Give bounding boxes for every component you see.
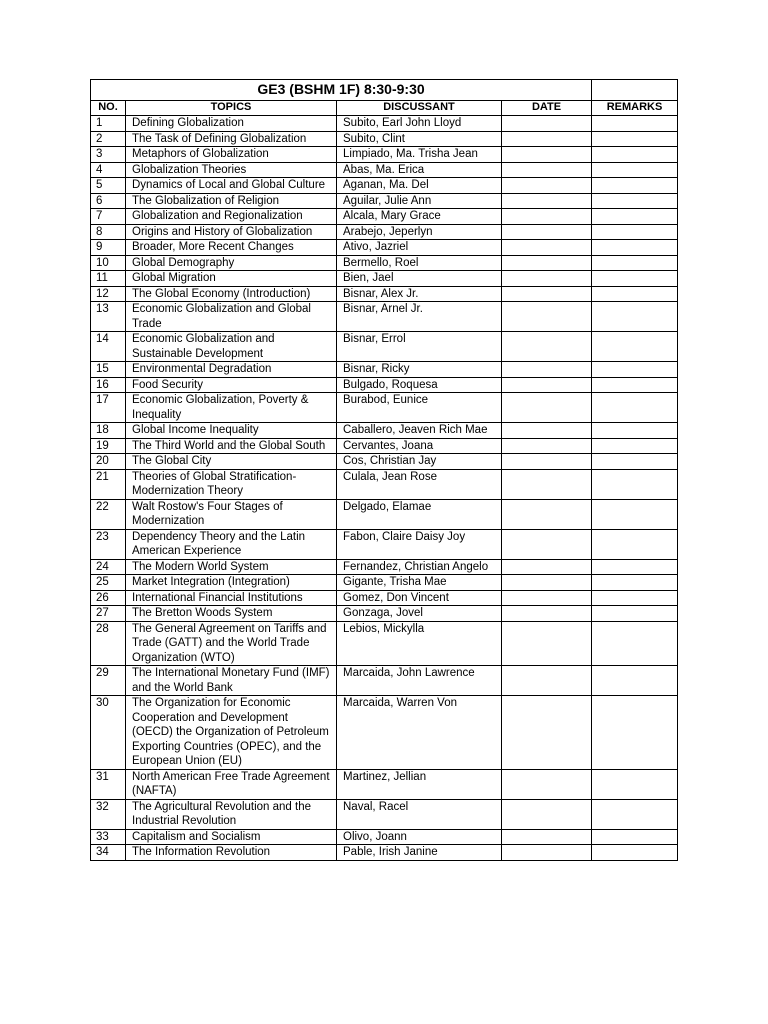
topic-cell: The Bretton Woods System xyxy=(126,606,337,622)
topic-cell: Metaphors of Globalization xyxy=(126,147,337,163)
discussant-cell: Aganan, Ma. Del xyxy=(337,178,502,194)
topic-cell: The Modern World System xyxy=(126,559,337,575)
table-row xyxy=(91,696,678,770)
table-row xyxy=(91,255,678,271)
topic-cell: Dependency Theory and the Latin American Experience xyxy=(126,529,337,559)
no-cell: 7 xyxy=(91,209,126,225)
discussant-cell: Bisnar, Alex Jr. xyxy=(337,286,502,302)
table-row xyxy=(91,178,678,194)
topic-cell: Economic Globalization, Poverty & Inequality xyxy=(126,393,337,423)
table-row xyxy=(91,769,678,799)
discussant-cell: Bisnar, Ricky xyxy=(337,362,502,378)
date-cell xyxy=(502,438,592,454)
topic-cell: Defining Globalization xyxy=(126,116,337,132)
remarks-cell xyxy=(592,286,678,302)
remarks-cell xyxy=(592,240,678,256)
header-discussant: DISCUSSANT xyxy=(337,101,502,116)
remarks-cell xyxy=(592,255,678,271)
discussant-cell: Ativo, Jazriel xyxy=(337,240,502,256)
topic-cell: The Organization for Economic Cooperation and Development (OECD) the Organization of Petroleum Exporting Countries (OPEC), and the European Union (EU) xyxy=(126,696,337,770)
remarks-cell xyxy=(592,131,678,147)
table-row xyxy=(91,393,678,423)
topic-cell: International Financial Institutions xyxy=(126,590,337,606)
no-cell: 32 xyxy=(91,799,126,829)
date-cell xyxy=(502,116,592,132)
discussant-cell: Subito, Clint xyxy=(337,131,502,147)
no-cell: 16 xyxy=(91,377,126,393)
discussant-cell: Subito, Earl John Lloyd xyxy=(337,116,502,132)
table-row xyxy=(91,559,678,575)
no-cell: 19 xyxy=(91,438,126,454)
table-row xyxy=(91,286,678,302)
no-cell: 18 xyxy=(91,423,126,439)
table-row xyxy=(91,845,678,861)
discussant-cell: Delgado, Elamae xyxy=(337,499,502,529)
date-cell xyxy=(502,147,592,163)
table-row xyxy=(91,829,678,845)
topic-cell: Dynamics of Local and Global Culture xyxy=(126,178,337,194)
discussant-cell: Bisnar, Errol xyxy=(337,332,502,362)
discussant-cell: Gonzaga, Jovel xyxy=(337,606,502,622)
no-cell: 33 xyxy=(91,829,126,845)
discussant-cell: Aguilar, Julie Ann xyxy=(337,193,502,209)
date-cell xyxy=(502,454,592,470)
discussant-cell: Bermello, Roel xyxy=(337,255,502,271)
discussant-cell: Culala, Jean Rose xyxy=(337,469,502,499)
remarks-cell xyxy=(592,423,678,439)
no-cell: 27 xyxy=(91,606,126,622)
discussant-cell: Bisnar, Arnel Jr. xyxy=(337,302,502,332)
no-cell: 34 xyxy=(91,845,126,861)
topic-cell: North American Free Trade Agreement (NAFTA) xyxy=(126,769,337,799)
table-row xyxy=(91,529,678,559)
no-cell: 20 xyxy=(91,454,126,470)
table-title: GE3 (BSHM 1F) 8:30-9:30 xyxy=(91,80,592,101)
topic-cell: Theories of Global Stratification-Modernization Theory xyxy=(126,469,337,499)
date-cell xyxy=(502,666,592,696)
remarks-cell xyxy=(592,606,678,622)
date-cell xyxy=(502,302,592,332)
date-cell xyxy=(502,362,592,378)
discussant-cell: Limpiado, Ma. Trisha Jean xyxy=(337,147,502,163)
discussant-cell: Burabod, Eunice xyxy=(337,393,502,423)
discussant-cell: Lebios, Mickylla xyxy=(337,621,502,666)
table-row xyxy=(91,377,678,393)
topic-cell: The International Monetary Fund (IMF) and the World Bank xyxy=(126,666,337,696)
discussant-cell: Abas, Ma. Erica xyxy=(337,162,502,178)
discussant-cell: Marcaida, Warren Von xyxy=(337,696,502,770)
table-row xyxy=(91,666,678,696)
no-cell: 23 xyxy=(91,529,126,559)
remarks-cell xyxy=(592,845,678,861)
no-cell: 26 xyxy=(91,590,126,606)
no-cell: 15 xyxy=(91,362,126,378)
remarks-cell xyxy=(592,271,678,287)
topic-cell: Globalization Theories xyxy=(126,162,337,178)
remarks-cell xyxy=(592,454,678,470)
date-cell xyxy=(502,224,592,240)
remarks-cell xyxy=(592,696,678,770)
no-cell: 25 xyxy=(91,575,126,591)
discussant-cell: Alcala, Mary Grace xyxy=(337,209,502,225)
date-cell xyxy=(502,255,592,271)
no-cell: 31 xyxy=(91,769,126,799)
remarks-cell xyxy=(592,362,678,378)
topic-cell: The General Agreement on Tariffs and Trade (GATT) and the World Trade Organization (WTO) xyxy=(126,621,337,666)
discussant-cell: Bulgado, Roquesa xyxy=(337,377,502,393)
date-cell xyxy=(502,769,592,799)
header-topics: TOPICS xyxy=(126,101,337,116)
remarks-cell xyxy=(592,393,678,423)
topic-cell: The Globalization of Religion xyxy=(126,193,337,209)
no-cell: 10 xyxy=(91,255,126,271)
remarks-cell xyxy=(592,666,678,696)
no-cell: 13 xyxy=(91,302,126,332)
date-cell xyxy=(502,606,592,622)
remarks-cell xyxy=(592,469,678,499)
table-row xyxy=(91,193,678,209)
date-cell xyxy=(502,271,592,287)
date-cell xyxy=(502,286,592,302)
table-row xyxy=(91,116,678,132)
remarks-cell xyxy=(592,829,678,845)
no-cell: 9 xyxy=(91,240,126,256)
date-cell xyxy=(502,559,592,575)
remarks-cell xyxy=(592,332,678,362)
remarks-cell xyxy=(592,499,678,529)
table-row xyxy=(91,621,678,666)
date-cell xyxy=(502,469,592,499)
topic-cell: Broader, More Recent Changes xyxy=(126,240,337,256)
no-cell: 1 xyxy=(91,116,126,132)
topic-cell: The Global City xyxy=(126,454,337,470)
table-row xyxy=(91,224,678,240)
discussant-cell: Marcaida, John Lawrence xyxy=(337,666,502,696)
discussant-cell: Fabon, Claire Daisy Joy xyxy=(337,529,502,559)
discussant-cell: Naval, Racel xyxy=(337,799,502,829)
date-cell xyxy=(502,423,592,439)
remarks-cell xyxy=(592,193,678,209)
remarks-cell xyxy=(592,438,678,454)
topic-cell: Economic Globalization and Global Trade xyxy=(126,302,337,332)
date-cell xyxy=(502,529,592,559)
remarks-cell xyxy=(592,529,678,559)
remarks-cell xyxy=(592,147,678,163)
topic-cell: The Third World and the Global South xyxy=(126,438,337,454)
topic-cell: Walt Rostow's Four Stages of Modernization xyxy=(126,499,337,529)
table-row xyxy=(91,499,678,529)
table-row xyxy=(91,240,678,256)
topic-cell: The Task of Defining Globalization xyxy=(126,131,337,147)
topic-cell: The Global Economy (Introduction) xyxy=(126,286,337,302)
remarks-cell xyxy=(592,799,678,829)
no-cell: 2 xyxy=(91,131,126,147)
topic-cell: Capitalism and Socialism xyxy=(126,829,337,845)
remarks-cell xyxy=(592,590,678,606)
topic-cell: The Information Revolution xyxy=(126,845,337,861)
discussant-cell: Pable, Irish Janine xyxy=(337,845,502,861)
no-cell: 8 xyxy=(91,224,126,240)
discussant-cell: Fernandez, Christian Angelo xyxy=(337,559,502,575)
discussant-cell: Bien, Jael xyxy=(337,271,502,287)
date-cell xyxy=(502,178,592,194)
topic-cell: Global Income Inequality xyxy=(126,423,337,439)
no-cell: 12 xyxy=(91,286,126,302)
schedule-table xyxy=(90,79,678,861)
remarks-cell xyxy=(592,769,678,799)
header-no: NO. xyxy=(91,101,126,116)
topic-cell: Origins and History of Globalization xyxy=(126,224,337,240)
no-cell: 24 xyxy=(91,559,126,575)
remarks-cell xyxy=(592,116,678,132)
date-cell xyxy=(502,499,592,529)
table-row xyxy=(91,209,678,225)
table-row xyxy=(91,271,678,287)
table-row xyxy=(91,362,678,378)
table-row xyxy=(91,606,678,622)
table-row xyxy=(91,454,678,470)
date-cell xyxy=(502,590,592,606)
no-cell: 30 xyxy=(91,696,126,770)
remarks-cell xyxy=(592,224,678,240)
table-row xyxy=(91,332,678,362)
topic-cell: Economic Globalization and Sustainable Development xyxy=(126,332,337,362)
no-cell: 21 xyxy=(91,469,126,499)
discussant-cell: Gigante, Trisha Mae xyxy=(337,575,502,591)
table-row xyxy=(91,575,678,591)
date-cell xyxy=(502,162,592,178)
discussant-cell: Arabejo, Jeperlyn xyxy=(337,224,502,240)
no-cell: 4 xyxy=(91,162,126,178)
title-empty-cell xyxy=(592,80,678,101)
discussant-cell: Cervantes, Joana xyxy=(337,438,502,454)
date-cell xyxy=(502,829,592,845)
date-cell xyxy=(502,696,592,770)
no-cell: 28 xyxy=(91,621,126,666)
date-cell xyxy=(502,799,592,829)
topic-cell: Global Migration xyxy=(126,271,337,287)
discussant-cell: Cos, Christian Jay xyxy=(337,454,502,470)
no-cell: 14 xyxy=(91,332,126,362)
table-row xyxy=(91,131,678,147)
topic-cell: Food Security xyxy=(126,377,337,393)
topic-cell: Market Integration (Integration) xyxy=(126,575,337,591)
table-row xyxy=(91,162,678,178)
no-cell: 6 xyxy=(91,193,126,209)
date-cell xyxy=(502,209,592,225)
date-cell xyxy=(502,621,592,666)
remarks-cell xyxy=(592,621,678,666)
header-row xyxy=(91,101,678,116)
table-body xyxy=(91,116,678,861)
date-cell xyxy=(502,575,592,591)
date-cell xyxy=(502,332,592,362)
header-date: DATE xyxy=(502,101,592,116)
discussant-cell: Martinez, Jellian xyxy=(337,769,502,799)
table-row xyxy=(91,147,678,163)
no-cell: 3 xyxy=(91,147,126,163)
discussant-cell: Olivo, Joann xyxy=(337,829,502,845)
table-row xyxy=(91,590,678,606)
discussant-cell: Gomez, Don Vincent xyxy=(337,590,502,606)
remarks-cell xyxy=(592,559,678,575)
no-cell: 11 xyxy=(91,271,126,287)
topic-cell: Globalization and Regionalization xyxy=(126,209,337,225)
remarks-cell xyxy=(592,302,678,332)
discussant-cell: Caballero, Jeaven Rich Mae xyxy=(337,423,502,439)
date-cell xyxy=(502,131,592,147)
remarks-cell xyxy=(592,178,678,194)
table-row xyxy=(91,438,678,454)
header-remarks: REMARKS xyxy=(592,101,678,116)
remarks-cell xyxy=(592,209,678,225)
topic-cell: The Agricultural Revolution and the Industrial Revolution xyxy=(126,799,337,829)
remarks-cell xyxy=(592,377,678,393)
date-cell xyxy=(502,845,592,861)
date-cell xyxy=(502,193,592,209)
no-cell: 22 xyxy=(91,499,126,529)
date-cell xyxy=(502,393,592,423)
topic-cell: Environmental Degradation xyxy=(126,362,337,378)
remarks-cell xyxy=(592,575,678,591)
date-cell xyxy=(502,240,592,256)
table-row xyxy=(91,469,678,499)
title-row xyxy=(91,80,678,101)
no-cell: 5 xyxy=(91,178,126,194)
table-row xyxy=(91,423,678,439)
table-row xyxy=(91,302,678,332)
remarks-cell xyxy=(592,162,678,178)
no-cell: 17 xyxy=(91,393,126,423)
table-row xyxy=(91,799,678,829)
no-cell: 29 xyxy=(91,666,126,696)
date-cell xyxy=(502,377,592,393)
topic-cell: Global Demography xyxy=(126,255,337,271)
